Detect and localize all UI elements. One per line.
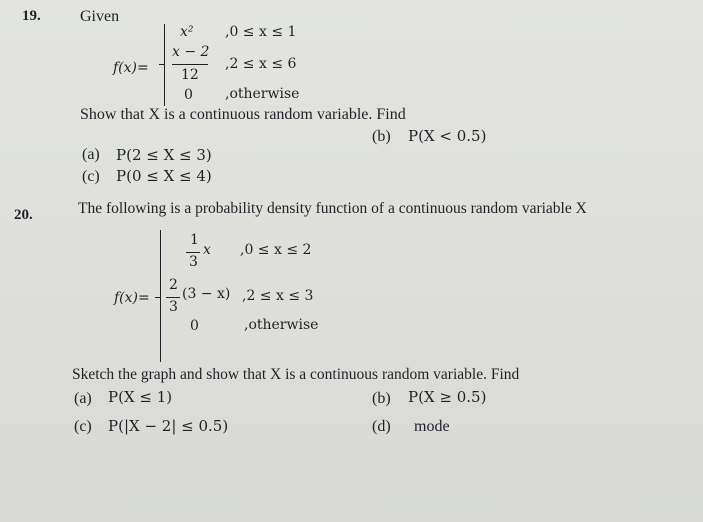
- case-2-fraction-bar: [166, 297, 180, 298]
- part-c-expression: P(0 ≤ X ≤ 4): [116, 167, 212, 185]
- part-d-label: (d): [372, 418, 391, 435]
- case-3-expression: 0: [184, 87, 193, 103]
- case-2-expression-tail: (3 − x): [182, 286, 231, 302]
- part-b-expression: P(X ≥ 0.5): [408, 388, 487, 406]
- question-number: 20.: [14, 207, 33, 223]
- question-prompt: Sketch the graph and show that X is a continuous random variable. Find: [72, 366, 520, 383]
- part-a-expression: P(2 ≤ X ≤ 3): [116, 146, 212, 164]
- piecewise-brace: [160, 230, 161, 362]
- part-b-label: (b): [372, 390, 391, 407]
- case-2-condition: ,2 ≤ x ≤ 3: [242, 288, 314, 304]
- question-number: 19.: [22, 8, 41, 24]
- part-b-label: (b): [372, 128, 391, 145]
- part-a-label: (a): [82, 146, 100, 163]
- case-1-fraction-bar: [186, 252, 200, 253]
- brace-tip: [159, 64, 164, 65]
- case-1-condition: ,0 ≤ x ≤ 2: [240, 242, 312, 258]
- function-label: f(x)=: [114, 290, 150, 306]
- case-2-denominator: 12: [181, 67, 199, 83]
- case-1-variable: x: [203, 242, 211, 258]
- brace-tip: [155, 297, 160, 298]
- piecewise-brace: [164, 24, 165, 106]
- part-b-expression: P(X < 0.5): [408, 127, 487, 145]
- part-c-expression: P(|X − 2| ≤ 0.5): [108, 417, 229, 435]
- case-2-denominator: 3: [169, 299, 178, 315]
- case-3-expression: 0: [190, 318, 199, 334]
- case-2-condition: ,2 ≤ x ≤ 6: [225, 56, 297, 72]
- case-1-numerator: 1: [190, 232, 199, 248]
- case-2-fraction-bar: [172, 64, 208, 65]
- case-3-condition: ,otherwise: [244, 317, 319, 333]
- part-a-expression: P(X ≤ 1): [108, 388, 173, 406]
- question-intro: The following is a probability density function of a continuous random variable X: [78, 200, 587, 217]
- given-label: Given: [80, 8, 120, 25]
- question-prompt: Show that X is a continuous random variable. Find: [80, 106, 406, 123]
- part-a-label: (a): [74, 390, 92, 407]
- case-1-expression: x²: [180, 24, 194, 40]
- part-c-label: (c): [74, 418, 92, 435]
- part-d-expression: mode: [414, 418, 450, 435]
- function-label: f(x)=: [113, 60, 149, 76]
- case-1-condition: ,0 ≤ x ≤ 1: [225, 24, 297, 40]
- case-2-numerator: x − 2: [172, 44, 210, 60]
- part-c-label: (c): [82, 168, 100, 185]
- case-2-numerator: 2: [169, 277, 178, 293]
- case-1-denominator: 3: [189, 254, 198, 270]
- case-3-condition: ,otherwise: [225, 86, 300, 102]
